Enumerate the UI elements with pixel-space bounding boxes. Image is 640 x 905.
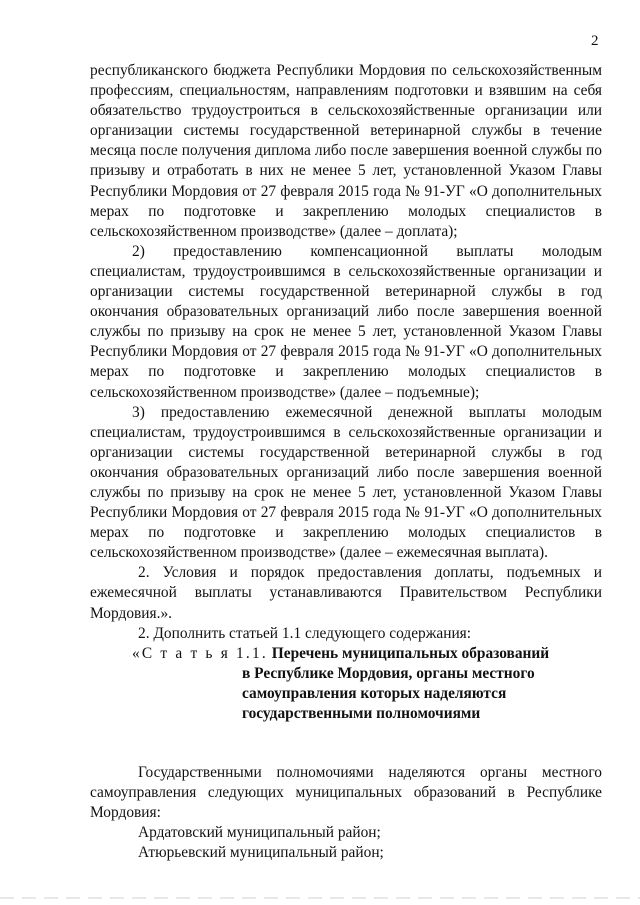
paragraph-continuation: республиканского бюджета Республики Мордовия по сельскохозяйственным профессиям, специальностям, направлениям подготовки и взявшим на себя обязательство трудоустроиться в сельскохозяйственные организации или организации системы государственной ветеринарной службы в течение месяца после получения диплома либо после завершения военной службы по призыву и отработать в них не менее 5 лет, установленной Указом Главы Республики Мордовия от 27 февраля 2015 года № 91-УГ «О дополнительных мерах по подготовке и закреплению молодых специалистов в сельскохозяйственном производстве» (далее – доплата);: [90, 62, 602, 240]
article-title-line-1: Перечень муниципальных образований: [271, 644, 550, 662]
document-body: [90, 61, 602, 864]
article-heading: [90, 644, 602, 724]
list-item: Атюрьевский муниципальный район;: [138, 844, 384, 862]
list-item: Ардатовский муниципальный район;: [138, 824, 381, 842]
spacer: [90, 724, 602, 763]
page-number: 2: [591, 33, 599, 49]
article-title-line-4: государственными полномочиями: [242, 705, 481, 722]
article-body-text: Государственными полномочиями наделяются органы местного самоуправления следующих муниципальных образований в Республике Мордовия:: [90, 764, 602, 822]
paragraph-item-2: 2) предоставлению компенсационной выплаты молодым специалистам, трудоустроившимся в сельскохозяйственные организации и организации системы государственной ветеринарной службы в год окончания образовательных организаций либо после завершения военной службы по призыву на срок не менее 5 лет, установленной Указом Главы Республики Мордовия от 27 февраля 2015 года № 91-УГ «О дополнительных мерах по подготовке и закреплению молодых специалистов в сельскохозяйственном производстве» (далее – подъемные);: [90, 242, 602, 401]
scan-artifact: [0, 897, 640, 899]
paragraph-item-3: 3) предоставлению ежемесячной денежной выплаты молодым специалистам, трудоустроившимся в сельскохозяйственные организации и организации системы государственной ветеринарной службы в год окончания образовательных организаций либо после завершения военной службы по призыву на срок не менее 5 лет, установленной Указом Главы Республики Мордовия от 27 февраля 2015 года № 91-УГ «О дополнительных мерах по подготовке и закреплению молодых специалистов в сельскохозяйственном производстве» (далее – ежемесячная выплата).: [90, 403, 602, 562]
paragraph-amendment: 2. Дополнить статьей 1.1 следующего содержания:: [138, 624, 472, 642]
article-prefix: «С т а т ь я 1.1.: [132, 644, 268, 662]
paragraph-conditions: 2. Условия и порядок предоставления доплаты, подъемных и ежемесячной выплаты устанавливаются Правительством Республики Мордовия.».: [90, 564, 602, 622]
article-title-line-2: в Республике Мордовия, органы местного: [242, 664, 535, 682]
article-title-line-3: самоуправления которых наделяются: [242, 684, 507, 702]
